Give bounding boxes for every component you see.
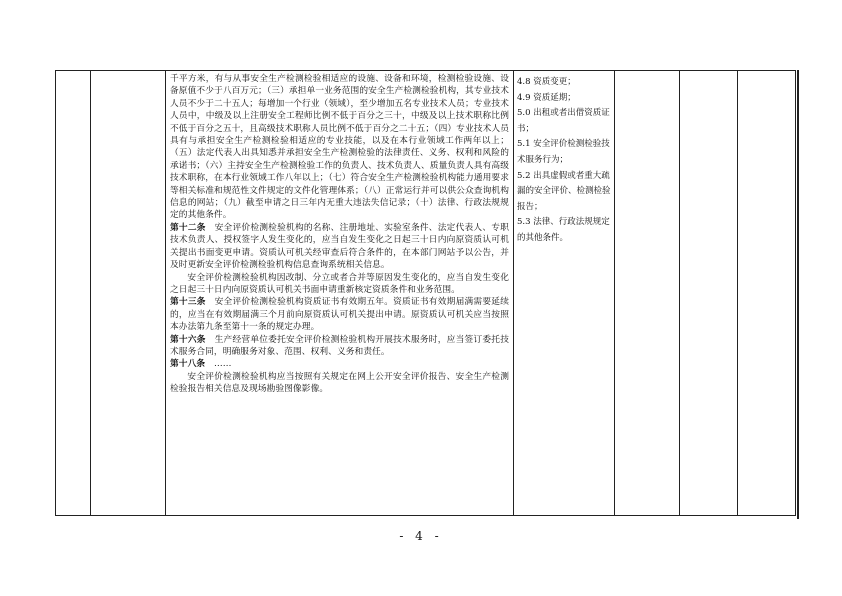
table-cell-content (514, 71, 615, 516)
table-cell-extra-3 (738, 71, 796, 516)
article-paragraph (170, 272, 509, 297)
list-item: 5.3 法律、行政法规规定的其他条件。 (517, 217, 610, 243)
article-number: 第十二条 (170, 222, 206, 233)
table-cell-item (91, 71, 166, 516)
table-cell-extra-1 (615, 71, 680, 516)
article-number: 第十六条 (170, 334, 206, 345)
article-number: 第十三条 (170, 297, 206, 308)
inspection-items (514, 71, 614, 247)
article-paragraph (170, 73, 509, 222)
legal-basis-text (166, 71, 513, 396)
article-text: 安全评价检测检验机构因改制、分立或者合并等原因发生变化的，应当自发生变化之日起三十日内向原资质认可机关书面申请重新核定资质条件和业务范围。 (170, 272, 509, 295)
table-cell-extra-2 (680, 71, 738, 516)
list-item: 5.1 安全评价检测检验技术服务行为； (517, 139, 610, 165)
article-text: 千平方米，有与从事安全生产检测检验相适应的设施、设备和环境，检测检验设施、设备原值不少于八百万元；（三）承担单一业务范围的安全生产检测检验机构，其专业技术人员不少于二十五人；每增加一个行业（领域），至少增加五名专业技术人员；专业技术人员中，中级及以上注册安全工程师比例不低于百分之三十，中级及以上技术职称比例不低于百分之五十，且高级技术职称人员比例不低于百分之二十五；（四）专业技术人员具有与承担安全生产检测检验相适应的专业技能，以及在本行业领域工作两年以上；（五）法定代表人出具知悉并承担安全生产检测检验的法律责任、义务、权利和风险的承诺书；（六）主持安全生产检测检验工作的负责人、技术负责人、质量负责人具有高级技术职称，在本行业领域工作八年以上；（七）符合安全生产检测检验机构能力通用要求等相关标准和规范性文件规定的文件化管理体系；（八）正常运行并可以供公众查询机构信息的网站；（九）截至申请之日三年内无重大违法失信记录；（十）法律、行政法规规定的其他条件。 (170, 74, 509, 221)
list-item: 4.8 资质变更； (517, 77, 576, 87)
article-paragraph (170, 296, 509, 333)
article-text: 安全评价检测检验机构资质证书有效期五年。资质证书有效期届满需要延续的，应当在有效期届满三个月前向原资质认可机关提出申请。原资质认可机关应当按照本办法第九条至第十一条的规定办理。 (170, 297, 509, 333)
regulation-table (55, 70, 796, 516)
article-number: 第十八条 (170, 359, 206, 370)
page-right-border (797, 70, 799, 519)
article-paragraph (170, 371, 509, 396)
article-paragraph (170, 222, 509, 272)
list-item: 4.9 资质延期； (517, 92, 576, 103)
article-text: 安全评价检测检验机构应当按照有关规定在网上公开安全评价报告、安全生产检测检验报告相关信息及现场勘验图像影像。 (170, 371, 509, 395)
table-cell-index (56, 71, 91, 516)
table-cell-basis (166, 71, 514, 516)
page-number: - 4 - (399, 529, 443, 543)
article-paragraph (170, 358, 509, 370)
table-row (56, 71, 796, 516)
article-text: …… (205, 359, 232, 370)
article-paragraph (170, 334, 509, 359)
list-item: 5.2 出具虚假或者重大疏漏的安全评价、检测检验报告； (517, 170, 611, 212)
article-text: 生产经营单位委托安全评价检测检验机构开展技术服务时，应当签订委托技术服务合同，明确服务对象、范围、权利、义务和责任。 (170, 334, 509, 357)
list-item: 5.0 出租或者出借资质证书； (517, 108, 610, 134)
article-text: 安全评价检测检验机构的名称、注册地址、实验室条件、法定代表人、专职技术负责人、授权签字人发生变化的，应当自发生变化之日起三十日内向原资质认可机关提出书面变更申请。资质认可机关经审查后符合条件的，在本部门网站予以公告，并及时更新安全评价检测检验机构信息查询系统相关信息。 (170, 222, 509, 271)
